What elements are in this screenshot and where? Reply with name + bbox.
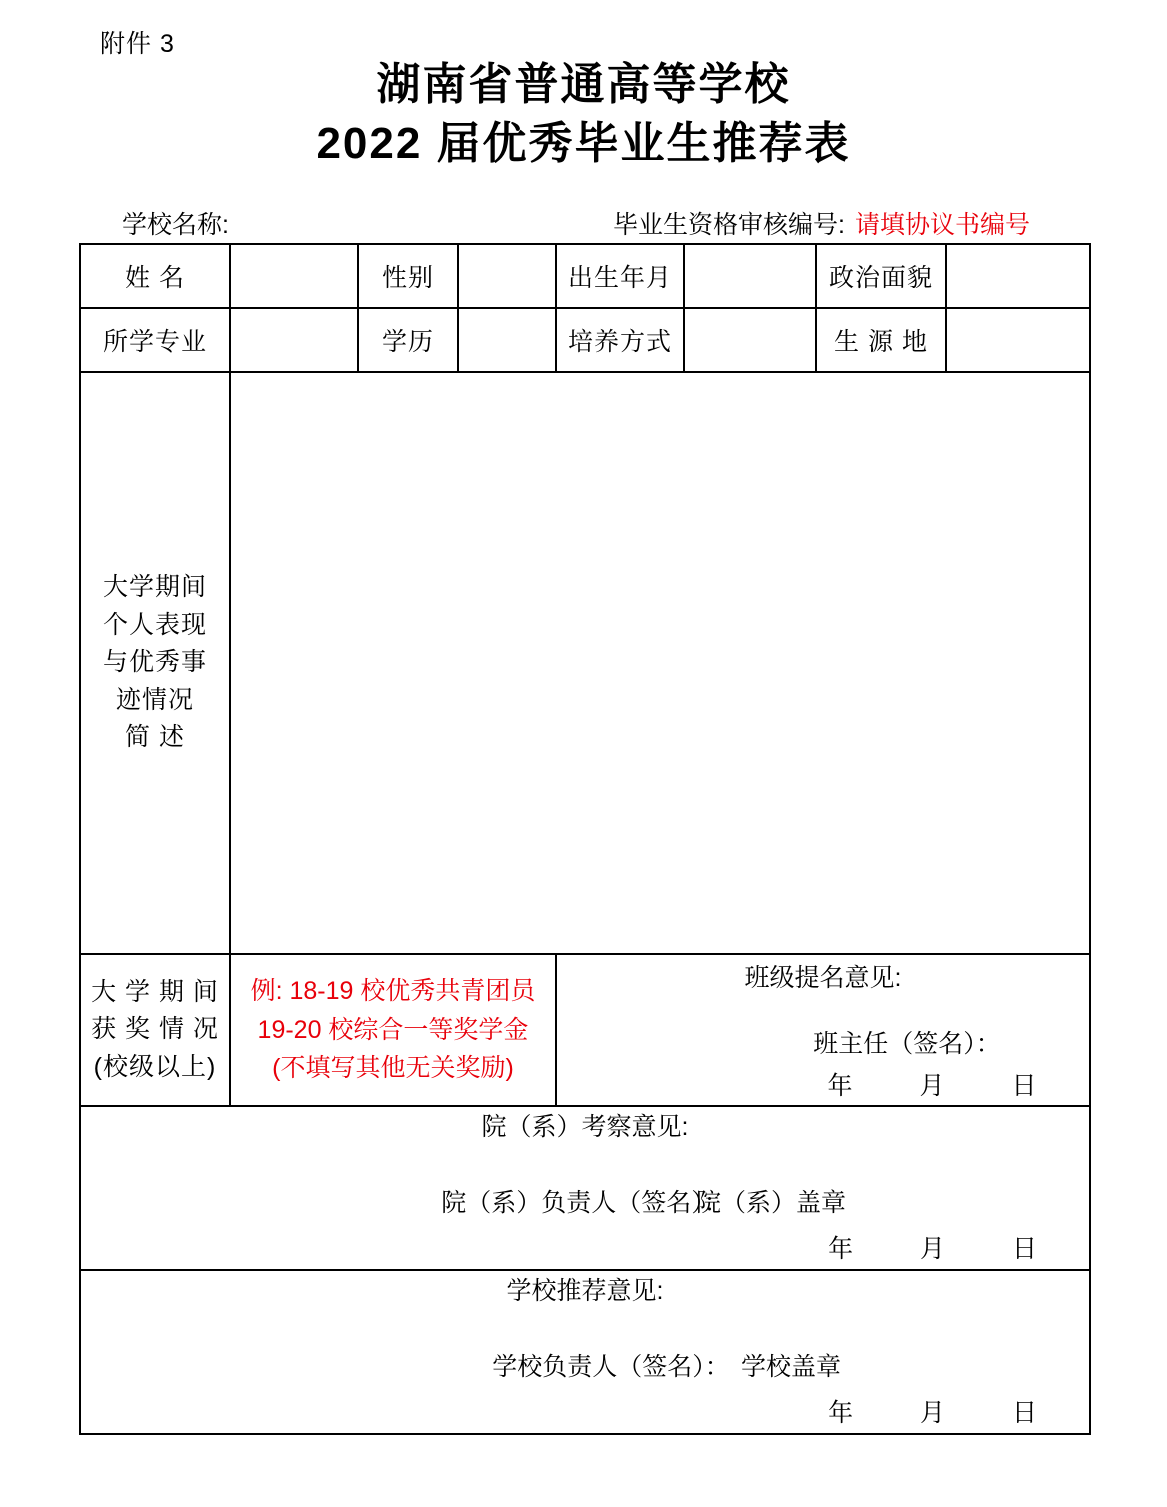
brief-label-line: 与优秀事 <box>102 648 207 677</box>
audit-number-label: 毕业生资格审核编号: <box>613 211 845 239</box>
awards-example-line: 例: 18-19 校优秀共青团员 <box>250 976 536 1005</box>
brief-content-area[interactable] <box>230 372 1090 954</box>
name-label: 姓 名 <box>80 244 230 308</box>
audit-number-field <box>613 205 1030 241</box>
table-row <box>80 244 1090 308</box>
brief-label-line: 大学期间 <box>102 573 207 602</box>
audit-number-value[interactable]: 请填协议书编号 <box>854 211 1030 239</box>
school-opinion-title: 学校推荐意见: <box>506 1277 664 1305</box>
brief-label-line: 迹情况 <box>115 685 194 714</box>
birth-value[interactable] <box>684 244 816 308</box>
training-mode-label: 培养方式 <box>556 308 684 372</box>
department-signature-row <box>81 1183 1089 1223</box>
department-opinion-title: 院（系）考察意见: <box>481 1113 689 1141</box>
table-row <box>80 1106 1090 1270</box>
brief-label <box>80 372 230 954</box>
class-teacher-signature-label[interactable]: 班主任（签名）： <box>813 1030 1001 1058</box>
meta-row <box>0 205 1167 239</box>
political-status-value[interactable] <box>946 244 1090 308</box>
education-value[interactable] <box>458 308 556 372</box>
school-opinion-area[interactable] <box>80 1270 1090 1434</box>
origin-label: 生 源 地 <box>816 308 946 372</box>
brief-label-line: 个人表现 <box>102 610 207 639</box>
title-line-1: 湖南省普通高等学校 <box>376 60 791 109</box>
department-opinion-area[interactable] <box>80 1106 1090 1270</box>
title-line-2: 2022 届优秀毕业生推荐表 <box>316 119 851 169</box>
gender-label: 性别 <box>358 244 458 308</box>
birth-label: 出生年月 <box>556 244 684 308</box>
document-title <box>0 55 1167 174</box>
class-nomination-date[interactable]: 年 月 日 <box>827 1072 1067 1100</box>
school-signature-label[interactable]: 学校负责人（签名）： <box>492 1353 730 1381</box>
awards-label-line: 大 学 期 间 <box>91 977 219 1006</box>
name-value[interactable] <box>230 244 358 308</box>
awards-example-line: (不填写其他无关奖励) <box>272 1054 514 1083</box>
department-signature-label[interactable]: 院（系）负责人（签名）： <box>441 1189 729 1217</box>
education-label: 学历 <box>358 308 458 372</box>
school-opinion-date[interactable]: 年 月 日 <box>828 1399 1067 1427</box>
origin-value[interactable] <box>946 308 1090 372</box>
brief-label-line: 简 述 <box>125 723 185 752</box>
department-seal-label: 院（系）盖章 <box>696 1189 847 1217</box>
table-row <box>80 308 1090 372</box>
class-nomination-title: 班级提名意见: <box>744 964 902 992</box>
awards-label-line: (校级以上) <box>93 1052 217 1081</box>
awards-label <box>80 954 230 1106</box>
political-status-label: 政治面貌 <box>816 244 946 308</box>
major-label: 所学专业 <box>80 308 230 372</box>
recommendation-form-table <box>79 243 1091 1435</box>
table-row <box>80 954 1090 1106</box>
table-row <box>80 372 1090 954</box>
major-value[interactable] <box>230 308 358 372</box>
school-name-label: 学校名称: <box>122 211 229 239</box>
table-row <box>80 1270 1090 1434</box>
department-opinion-date[interactable]: 年 月 日 <box>828 1235 1067 1263</box>
attachment-label: 附件 3 <box>100 30 175 58</box>
awards-example-text[interactable] <box>230 954 556 1106</box>
school-signature-row <box>81 1347 1089 1387</box>
awards-example-line: 19-20 校综合一等奖学金 <box>257 1015 529 1044</box>
gender-value[interactable] <box>458 244 556 308</box>
training-mode-value[interactable] <box>684 308 816 372</box>
school-seal-label: 学校盖章 <box>741 1353 842 1381</box>
class-nomination-area[interactable] <box>556 954 1090 1106</box>
awards-label-line: 获 奖 情 况 <box>91 1015 219 1044</box>
